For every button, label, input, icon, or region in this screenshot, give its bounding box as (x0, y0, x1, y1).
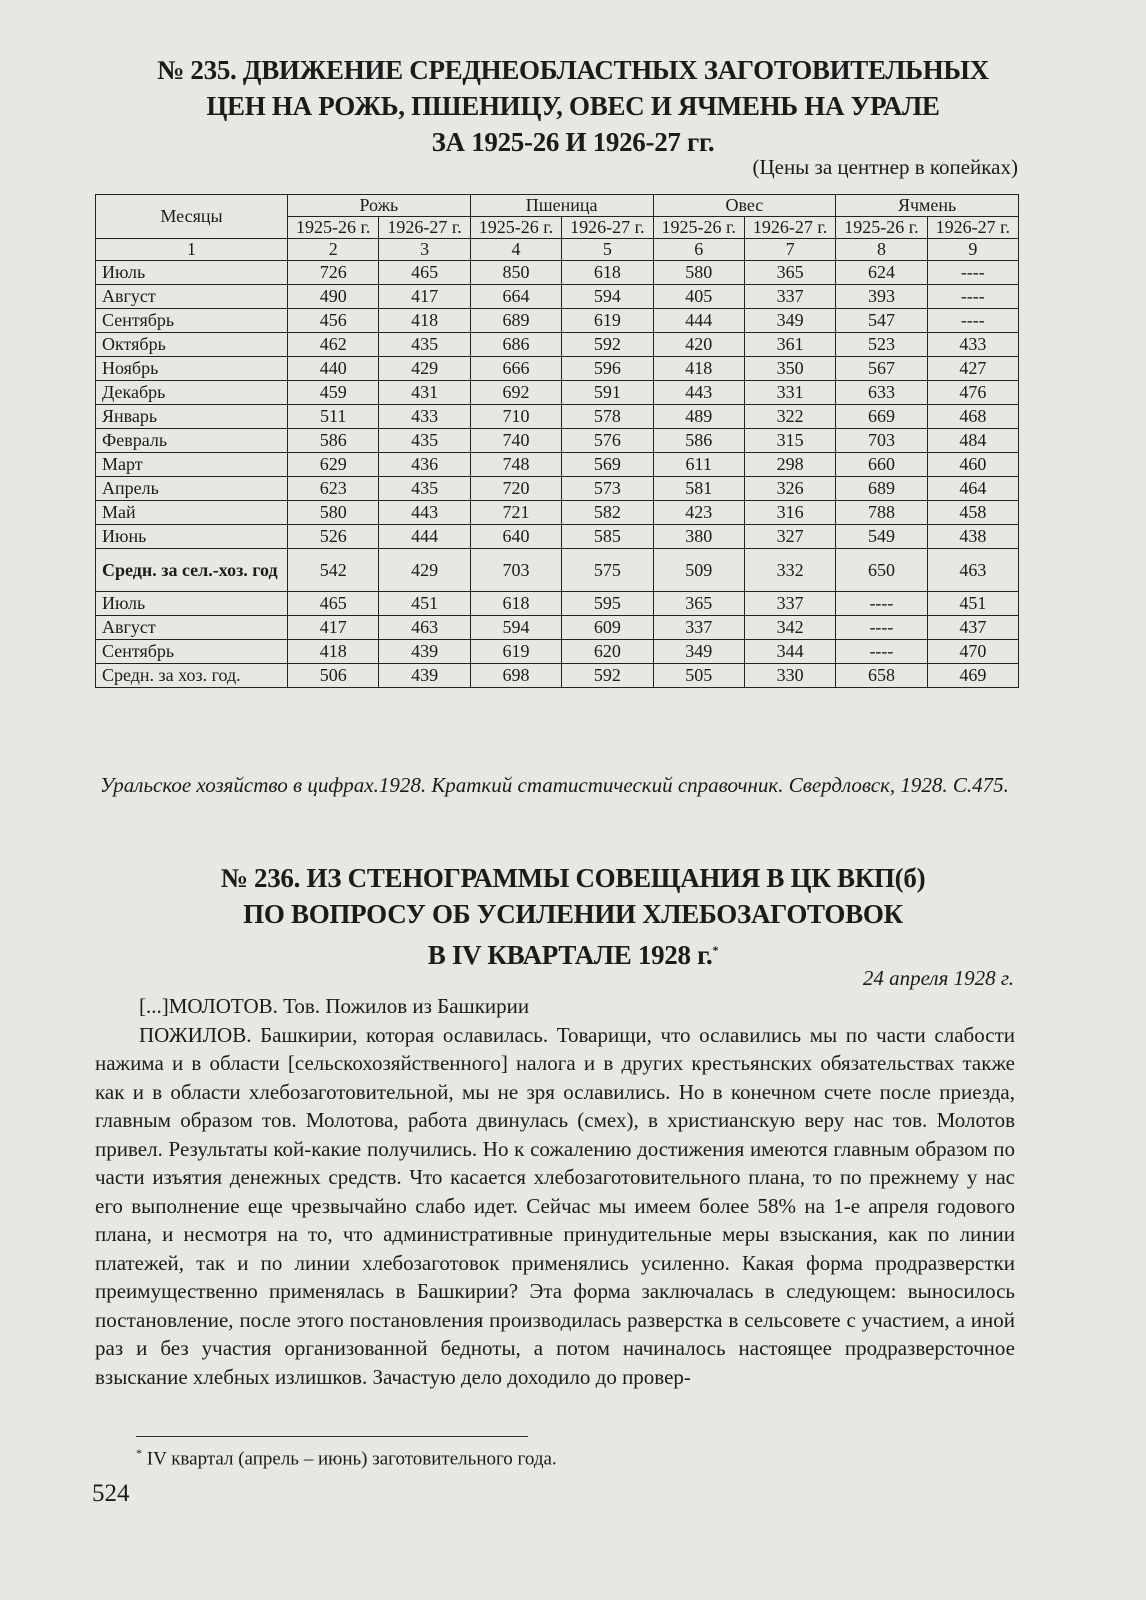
month-cell: Февраль (96, 429, 288, 453)
price-cell: 578 (562, 405, 653, 429)
price-cell: 692 (470, 381, 561, 405)
price-cell: 464 (927, 477, 1018, 501)
price-table (95, 194, 1019, 688)
price-cell: 623 (288, 477, 379, 501)
price-cell: 619 (470, 640, 561, 664)
price-cell: 435 (379, 429, 470, 453)
price-cell: ---- (836, 616, 927, 640)
price-cell: 489 (653, 405, 744, 429)
price-cell: 458 (927, 501, 1018, 525)
price-cell: 326 (744, 477, 835, 501)
year-header: 1925-26 г. (288, 217, 379, 239)
price-cell: 436 (379, 453, 470, 477)
footnote-mark: * (136, 1446, 142, 1460)
month-cell: Август (96, 285, 288, 309)
month-cell: Декабрь (96, 381, 288, 405)
price-cell: 337 (653, 616, 744, 640)
footnote-marker: * (712, 943, 719, 957)
month-cell: Август (96, 616, 288, 640)
price-cell: 433 (927, 333, 1018, 357)
price-cell: ---- (836, 640, 927, 664)
price-cell: 509 (653, 549, 744, 592)
price-cell: 850 (470, 261, 561, 285)
column-number: 4 (470, 239, 561, 261)
price-cell: 542 (288, 549, 379, 592)
price-cell: 332 (744, 549, 835, 592)
column-number: 5 (562, 239, 653, 261)
column-number: 8 (836, 239, 927, 261)
price-cell: 420 (653, 333, 744, 357)
price-cell: 633 (836, 381, 927, 405)
price-cell: 361 (744, 333, 835, 357)
price-cell: 664 (470, 285, 561, 309)
price-cell: 586 (653, 429, 744, 453)
price-cell: 337 (744, 592, 835, 616)
column-number: 3 (379, 239, 470, 261)
year-header: 1926-27 г. (379, 217, 470, 239)
month-cell: Июль (96, 592, 288, 616)
price-cell: ---- (836, 592, 927, 616)
price-cell: 567 (836, 357, 927, 381)
price-cell: 619 (562, 309, 653, 333)
price-cell: 460 (927, 453, 1018, 477)
price-cell: 484 (927, 429, 1018, 453)
table-row (96, 525, 1019, 549)
table-row (96, 592, 1019, 616)
price-cell: 316 (744, 501, 835, 525)
price-cell: 435 (379, 477, 470, 501)
price-cell: 580 (653, 261, 744, 285)
price-cell: 476 (927, 381, 1018, 405)
document-date: 24 апреля 1928 г. (862, 966, 1014, 990)
price-cell: 580 (288, 501, 379, 525)
year-header: 1926-27 г. (744, 217, 835, 239)
price-cell: 490 (288, 285, 379, 309)
price-cell: 417 (379, 285, 470, 309)
table-row (96, 261, 1019, 285)
price-cell: 331 (744, 381, 835, 405)
price-cell: 620 (562, 640, 653, 664)
price-cell: 429 (379, 357, 470, 381)
group-header-rye: Рожь (288, 195, 471, 217)
table-row (96, 664, 1019, 688)
price-cell: 640 (470, 525, 561, 549)
price-cell: 342 (744, 616, 835, 640)
price-cell: 618 (470, 592, 561, 616)
table-row (96, 549, 1019, 592)
column-number: 6 (653, 239, 744, 261)
price-cell: 592 (562, 664, 653, 688)
doc235-heading (0, 52, 1146, 160)
table-row (96, 501, 1019, 525)
year-header: 1926-27 г. (562, 217, 653, 239)
table-row (96, 477, 1019, 501)
price-cell: 511 (288, 405, 379, 429)
table-row (96, 640, 1019, 664)
price-cell: 576 (562, 429, 653, 453)
price-cell: 444 (653, 309, 744, 333)
price-cell: 393 (836, 285, 927, 309)
price-cell: 380 (653, 525, 744, 549)
table-row (96, 333, 1019, 357)
price-cell: 423 (653, 501, 744, 525)
price-cell: 470 (927, 640, 1018, 664)
price-cell: 698 (470, 664, 561, 688)
price-cell: 594 (562, 285, 653, 309)
price-cell: 506 (288, 664, 379, 688)
price-cell: 703 (470, 549, 561, 592)
price-cell: 365 (744, 261, 835, 285)
year-header: 1925-26 г. (470, 217, 561, 239)
price-cell: 344 (744, 640, 835, 664)
footnote-text: IV квартал (апрель – июнь) заготовительного года. (146, 1448, 557, 1470)
footnote-rule (136, 1436, 528, 1437)
doc235-heading-line: ЗА 1925-26 И 1926-27 гг. (431, 127, 715, 157)
price-cell: 523 (836, 333, 927, 357)
units-note: (Цены за центнер в копейках) (752, 155, 1018, 179)
price-cell: 429 (379, 549, 470, 592)
group-header-barley: Ячмень (836, 195, 1019, 217)
price-cell: 418 (379, 309, 470, 333)
price-cell: 437 (927, 616, 1018, 640)
month-cell: Ноябрь (96, 357, 288, 381)
price-cell: 327 (744, 525, 835, 549)
table-row (96, 357, 1019, 381)
group-header-oats: Овес (653, 195, 836, 217)
price-cell: 629 (288, 453, 379, 477)
price-cell: 365 (653, 592, 744, 616)
doc235-heading-line: № 235. ДВИЖЕНИЕ СРЕДНЕОБЛАСТНЫХ ЗАГОТОВИТЕЛЬНЫХ (157, 55, 989, 85)
price-cell: 585 (562, 525, 653, 549)
price-cell: 547 (836, 309, 927, 333)
price-cell: ---- (927, 285, 1018, 309)
month-cell: Средн. за сел.-хоз. год (96, 549, 288, 592)
month-cell: Средн. за хоз. год. (96, 664, 288, 688)
price-cell: 405 (653, 285, 744, 309)
price-cell: 462 (288, 333, 379, 357)
price-cell: 569 (562, 453, 653, 477)
price-cell: 592 (562, 333, 653, 357)
price-cell: 624 (836, 261, 927, 285)
price-cell: 298 (744, 453, 835, 477)
price-cell: 573 (562, 477, 653, 501)
price-cell: 549 (836, 525, 927, 549)
price-cell: 595 (562, 592, 653, 616)
month-cell: Апрель (96, 477, 288, 501)
price-cell: 418 (288, 640, 379, 664)
price-cell: 427 (927, 357, 1018, 381)
month-cell: Июнь (96, 525, 288, 549)
price-cell: 703 (836, 429, 927, 453)
page-number: 524 (92, 1480, 130, 1507)
price-cell: 650 (836, 549, 927, 592)
price-cell: 439 (379, 640, 470, 664)
table-row (96, 429, 1019, 453)
year-header: 1925-26 г. (836, 217, 927, 239)
price-cell: 526 (288, 525, 379, 549)
doc235-heading-line: ЦЕН НА РОЖЬ, ПШЕНИЦУ, ОВЕС И ЯЧМЕНЬ НА УРАЛЕ (206, 91, 940, 121)
price-cell: 463 (927, 549, 1018, 592)
column-number: 2 (288, 239, 379, 261)
price-cell: 720 (470, 477, 561, 501)
month-cell: Июль (96, 261, 288, 285)
month-cell: Сентябрь (96, 309, 288, 333)
month-cell: Сентябрь (96, 640, 288, 664)
table-row (96, 285, 1019, 309)
price-cell: 581 (653, 477, 744, 501)
price-cell: 689 (470, 309, 561, 333)
column-number: 9 (927, 239, 1018, 261)
table-body (96, 261, 1019, 688)
price-cell: 591 (562, 381, 653, 405)
column-number: 1 (96, 239, 288, 261)
price-cell: 669 (836, 405, 927, 429)
price-cell: 443 (653, 381, 744, 405)
price-cell: 435 (379, 333, 470, 357)
price-cell: 660 (836, 453, 927, 477)
price-cell: 433 (379, 405, 470, 429)
column-number: 7 (744, 239, 835, 261)
doc236-heading-line: ПО ВОПРОСУ ОБ УСИЛЕНИИ ХЛЕБОЗАГОТОВОК (243, 899, 903, 929)
month-cell: Май (96, 501, 288, 525)
price-cell: 469 (927, 664, 1018, 688)
price-cell: ---- (927, 261, 1018, 285)
price-cell: 505 (653, 664, 744, 688)
price-cell: 431 (379, 381, 470, 405)
price-cell: 417 (288, 616, 379, 640)
price-cell: 468 (927, 405, 1018, 429)
price-cell: 443 (379, 501, 470, 525)
paragraph: ПОЖИЛОВ. Башкирии, которая ославилась. Товарищи, что ославились мы по части слабости нажима и в области [сельскохозяйственного] налога и в других крестьянских обязательствах также как и в области хлебозаготовительной, мы не зря ославились. Но в конечном счете после приезда, главным образом тов. Молотова, работа двинулась (смех), в христианскую веру нас тов. Молотов привел. Результаты кой-какие получились. Но к сожалению достижения имеются главным образом по части изъятия денежных средств. Что касается хлебозаготовительного плана, то по прежнему у нас его выполнение еще чрезвычайно слабо идет. Сейчас мы имеем более 58% на 1-е апреля годового плана, и несмотря на то, что административные принудительные меры взыскания, как по линии платежей, так и по линии хлебозаготовок применялись усиленно. Какая форма продразверстки преимущественно применялась в Башкирии? Эта форма заключалась в следующем: выносилось постановление, после этого постановления производилась разверстка в сельсовете с участием, а иной раз и без участия организованной бедноты, а потом начиналось настоящее продразверсточное взыскание хлебных излишков. Зачастую дело доходило до провер- (95, 1022, 1015, 1389)
price-cell: 463 (379, 616, 470, 640)
price-cell: 444 (379, 525, 470, 549)
price-cell: 611 (653, 453, 744, 477)
doc236-heading-line: № 236. ИЗ СТЕНОГРАММЫ СОВЕЩАНИЯ В ЦК ВКП(б) (220, 863, 926, 893)
body-text (95, 992, 1015, 1391)
table-row (96, 616, 1019, 640)
price-cell: 575 (562, 549, 653, 592)
price-cell: 658 (836, 664, 927, 688)
group-header-wheat: Пшеница (470, 195, 653, 217)
month-cell: Январь (96, 405, 288, 429)
price-cell: 721 (470, 501, 561, 525)
price-cell: 349 (653, 640, 744, 664)
price-cell: 618 (562, 261, 653, 285)
price-cell: 350 (744, 357, 835, 381)
price-cell: 748 (470, 453, 561, 477)
price-cell: 686 (470, 333, 561, 357)
table-row (96, 309, 1019, 333)
doc236-heading (0, 860, 1146, 973)
price-cell: 337 (744, 285, 835, 309)
price-cell: ---- (927, 309, 1018, 333)
table-row (96, 405, 1019, 429)
price-cell: 459 (288, 381, 379, 405)
price-cell: 726 (288, 261, 379, 285)
price-cell: 594 (470, 616, 561, 640)
year-header: 1925-26 г. (653, 217, 744, 239)
price-cell: 465 (379, 261, 470, 285)
price-cell: 456 (288, 309, 379, 333)
price-cell: 586 (288, 429, 379, 453)
paragraph: [...]МОЛОТОВ. Тов. Пожилов из Башкирии (139, 994, 530, 1018)
source-citation: Уральское хозяйство в цифрах.1928. Краткий статистический справочник. Свердловск, 1928. С.475. (100, 773, 1009, 797)
price-cell: 609 (562, 616, 653, 640)
doc236-heading-line-text: В IV КВАРТАЛЕ 1928 г. (427, 940, 713, 970)
price-cell: 451 (927, 592, 1018, 616)
price-cell: 465 (288, 592, 379, 616)
price-cell: 740 (470, 429, 561, 453)
price-cell: 788 (836, 501, 927, 525)
price-cell: 689 (836, 477, 927, 501)
price-cell: 710 (470, 405, 561, 429)
price-cell: 315 (744, 429, 835, 453)
price-cell: 440 (288, 357, 379, 381)
price-cell: 330 (744, 664, 835, 688)
year-header: 1926-27 г. (927, 217, 1018, 239)
price-cell: 582 (562, 501, 653, 525)
price-cell: 418 (653, 357, 744, 381)
month-column-header: Месяцы (96, 195, 288, 239)
price-cell: 439 (379, 664, 470, 688)
table-row (96, 381, 1019, 405)
month-cell: Март (96, 453, 288, 477)
price-cell: 349 (744, 309, 835, 333)
price-cell: 596 (562, 357, 653, 381)
price-cell: 322 (744, 405, 835, 429)
price-cell: 451 (379, 592, 470, 616)
footnote (136, 1446, 557, 1470)
table-row (96, 453, 1019, 477)
price-cell: 666 (470, 357, 561, 381)
price-cell: 438 (927, 525, 1018, 549)
month-cell: Октябрь (96, 333, 288, 357)
